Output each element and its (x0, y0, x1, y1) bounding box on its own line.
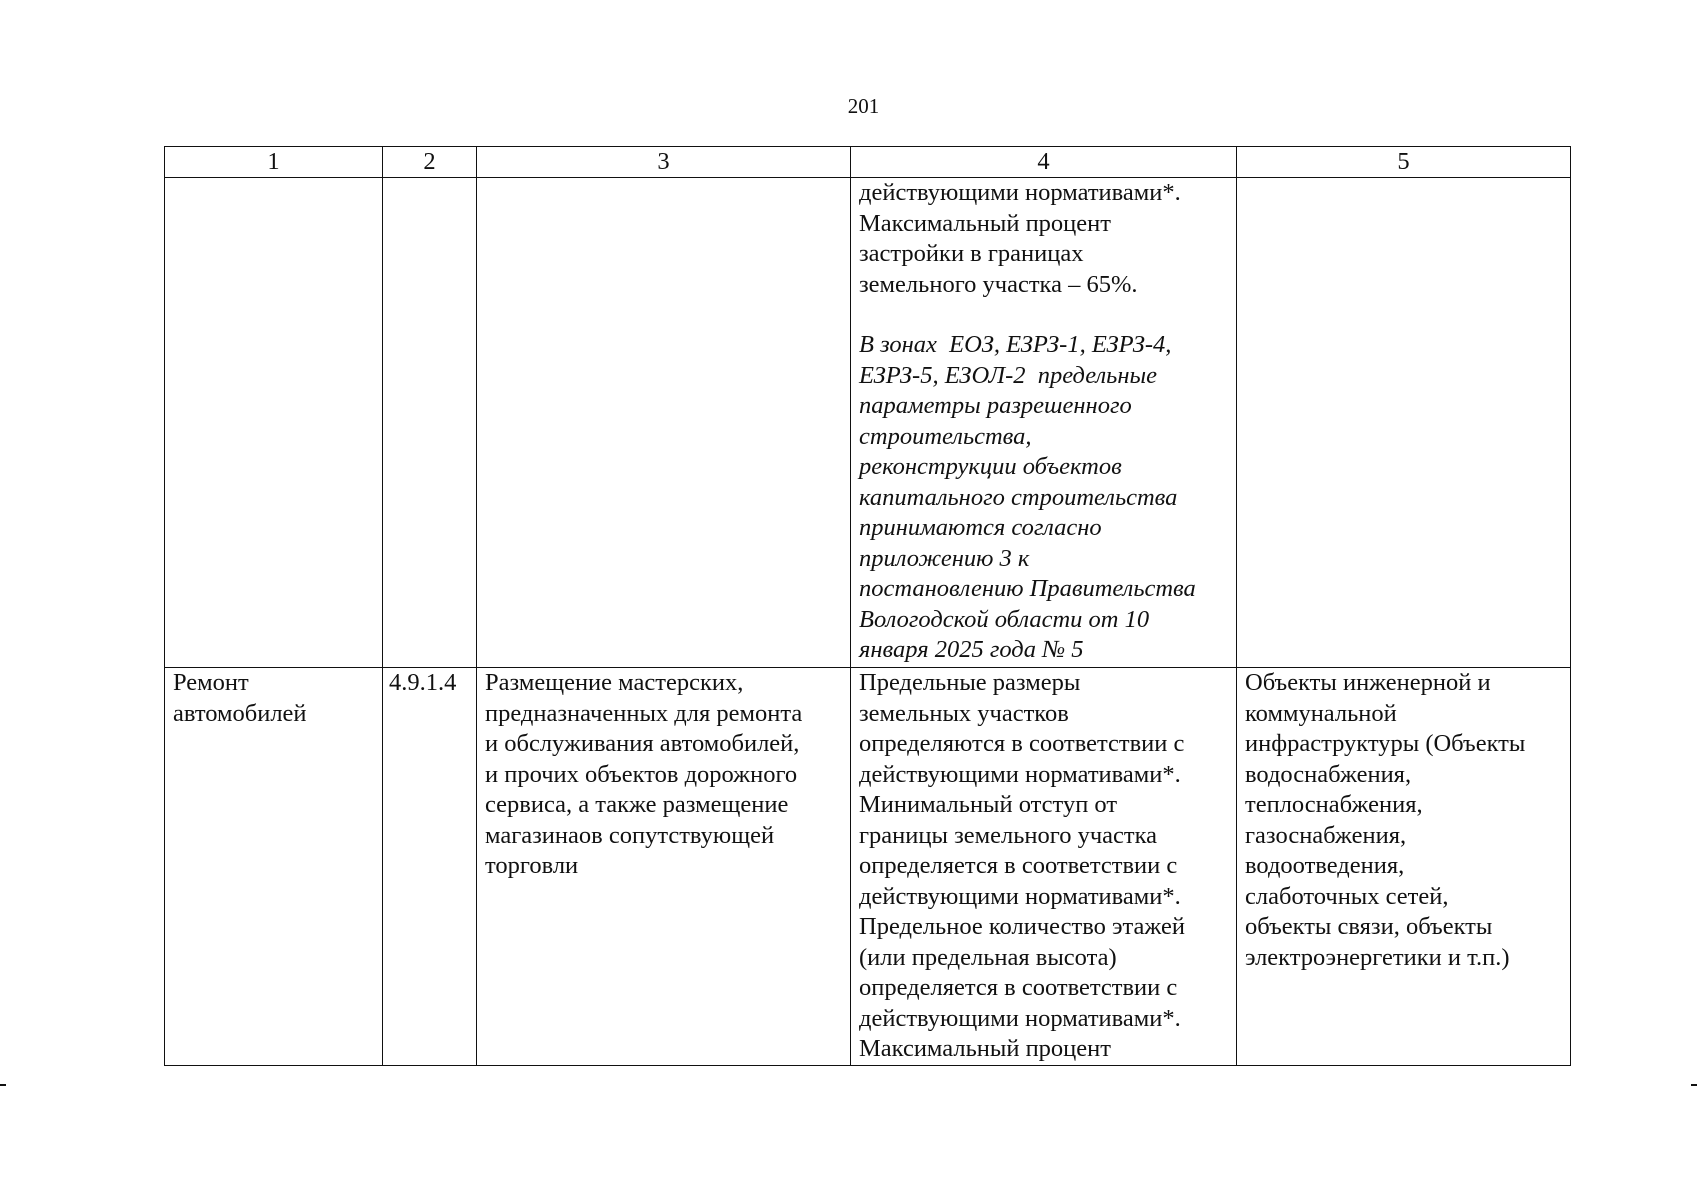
text-line: строительства, (859, 422, 1032, 450)
text-line: В зонах ЕОЗ, ЕЗРЗ-1, ЕЗРЗ-4, (859, 331, 1172, 358)
column-number-3: 3 (477, 147, 851, 178)
column-number-row (165, 147, 1571, 178)
text-line: Предельные размеры (859, 669, 1081, 696)
scan-edge-mark-right (1691, 1084, 1697, 1086)
text-line: постановлению Правительства (859, 575, 1196, 602)
text-line: принимаются согласно (859, 514, 1102, 541)
text-line: Предельное количество этажей (859, 913, 1185, 940)
text-line: определяется в соответствии с (859, 852, 1178, 879)
regulations-table (164, 146, 1571, 1066)
cell-use-type (165, 668, 383, 1066)
text-line: теплоснабжения, (1245, 791, 1423, 818)
text-line: торговли (485, 852, 579, 879)
text-line: (или предельная высота) (859, 943, 1117, 971)
cell-code (383, 178, 477, 668)
text-line: действующими нормативами*. (859, 1004, 1181, 1032)
text-line: объекты связи, объекты (1245, 913, 1493, 940)
text-line: автомобилей (173, 699, 307, 727)
cell-parameters (851, 668, 1237, 1066)
text-line: электроэнергетики и т.п.) (1245, 943, 1510, 971)
text-line: Максимальный процент (859, 1035, 1111, 1062)
table-row-continuation (165, 178, 1571, 668)
text-line: определяются в соответствии с (859, 730, 1185, 757)
cell-auxiliary (1237, 668, 1571, 1066)
text-line: земельного участка – 65%. (859, 270, 1138, 298)
text-line: водоотведения, (1245, 852, 1405, 879)
text-line: и обслуживания автомобилей, (485, 730, 800, 757)
parameters-text (859, 178, 1230, 300)
text-line: приложению 3 к (859, 544, 1030, 572)
zones-note (859, 330, 1230, 666)
text-line: Максимальный процент (859, 209, 1111, 237)
text-line: предназначенных для ремонта (485, 699, 803, 727)
text-line: и прочих объектов дорожного (485, 760, 798, 788)
text-line: января 2025 года № 5 (859, 636, 1084, 663)
page-number: 201 (847, 94, 880, 118)
cell-auxiliary (1237, 178, 1571, 668)
text-line: действующими нормативами*. (859, 760, 1181, 788)
text-line: капитального строительства (859, 483, 1178, 511)
text-line: водоснабжения, (1245, 760, 1412, 788)
cell-code: 4.9.1.4 (383, 668, 477, 1066)
cell-description (477, 178, 851, 668)
text-line: Вологодской области от 10 (859, 605, 1150, 633)
column-number-1: 1 (165, 147, 383, 178)
table-row-car-repair (165, 668, 1571, 1066)
text-line: действующими нормативами*. (859, 882, 1181, 910)
text-line: реконструкции объектов (859, 453, 1122, 480)
cell-use-type (165, 178, 383, 668)
cell-parameters (851, 178, 1237, 668)
text-line: Минимальный отступ от (859, 791, 1118, 818)
text-line: газоснабжения, (1245, 821, 1407, 849)
text-line: магазинаов сопутствующей (485, 821, 775, 849)
scan-edge-mark-left (0, 1084, 6, 1086)
text-line: земельных участков (859, 699, 1069, 727)
text-line: инфраструктуры (Объекты (1245, 730, 1526, 757)
text-line: границы земельного участка (859, 821, 1158, 849)
cell-description (477, 668, 851, 1066)
text-line: ЕЗРЗ-5, ЕЗОЛ-2 предельные (859, 361, 1157, 389)
text-line: слаботочных сетей, (1245, 882, 1449, 910)
column-number-5: 5 (1237, 147, 1571, 178)
text-line: Размещение мастерских, (485, 669, 744, 696)
column-number-2: 2 (383, 147, 477, 178)
text-line: коммунальной (1245, 699, 1397, 727)
text-line: сервиса, а также размещение (485, 791, 789, 818)
text-line: застройки в границах (859, 240, 1084, 267)
text-line: определяется в соответствии с (859, 974, 1178, 1001)
text-line: Ремонт (173, 669, 249, 696)
text-line: действующими нормативами*. (859, 179, 1181, 206)
text-line: Объекты инженерной и (1245, 669, 1491, 696)
text-line: параметры разрешенного (859, 392, 1132, 419)
column-number-4: 4 (851, 147, 1237, 178)
paragraph-gap (859, 300, 1230, 330)
